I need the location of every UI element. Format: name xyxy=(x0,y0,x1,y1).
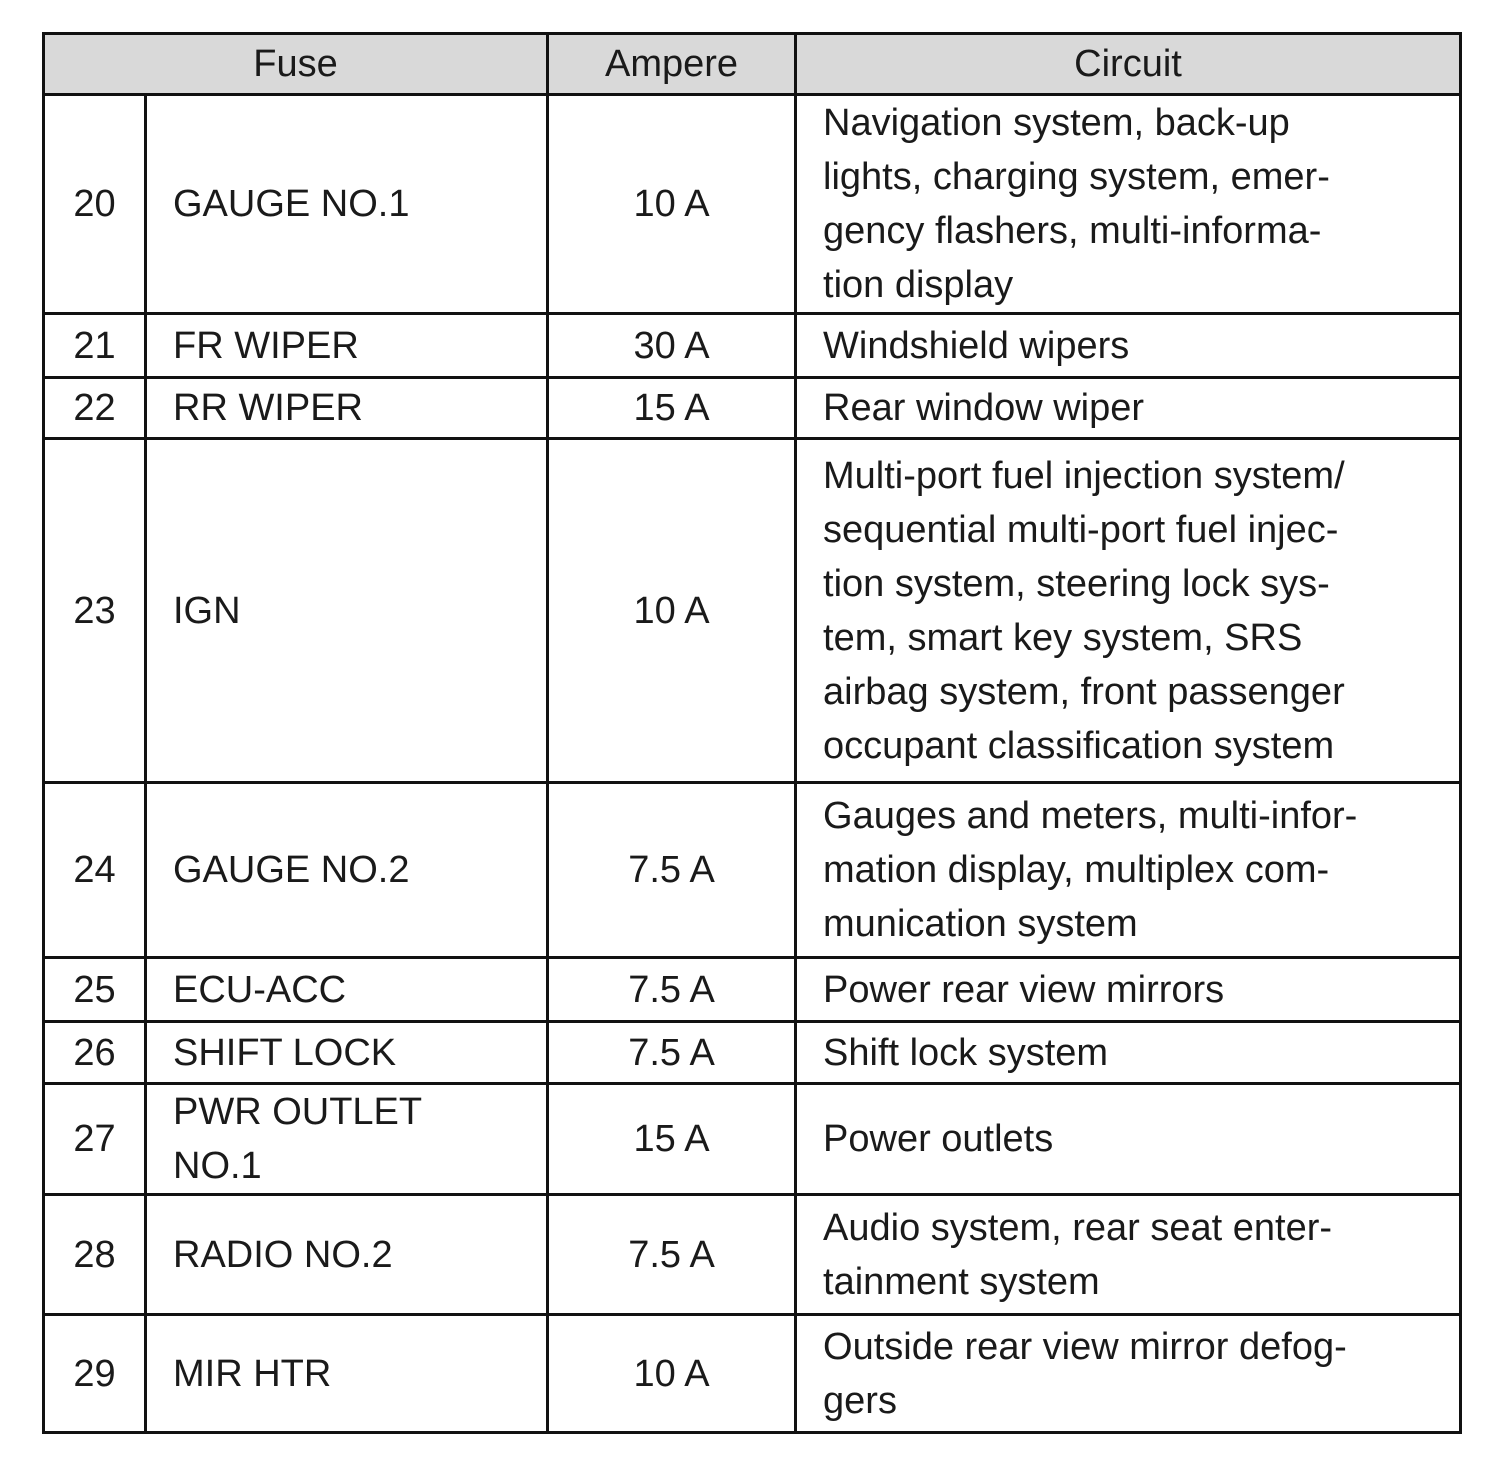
table-row xyxy=(44,439,1461,783)
fuse-name-line: GAUGE NO.1 xyxy=(173,183,410,225)
fuse-ampere: 7.5 A xyxy=(548,1195,796,1315)
circuit-line: lights, charging system, emer- xyxy=(823,156,1330,198)
circuit-line: Gauges and meters, multi-infor- xyxy=(823,795,1358,837)
fuse-number: 27 xyxy=(44,1084,146,1195)
fuse-circuit xyxy=(796,314,1461,378)
table-row xyxy=(44,1022,1461,1084)
fuse-ampere: 10 A xyxy=(548,1315,796,1433)
fuse-circuit xyxy=(796,958,1461,1022)
fuse-name xyxy=(146,95,548,314)
fuse-name-line: PWR OUTLET xyxy=(173,1091,423,1133)
fuse-ampere: 7.5 A xyxy=(548,1022,796,1084)
fuse-number: 22 xyxy=(44,378,146,439)
table-row xyxy=(44,958,1461,1022)
circuit-line: occupant classification system xyxy=(823,724,1335,767)
fuse-table-body xyxy=(44,95,1461,1433)
fuse-ampere: 15 A xyxy=(548,1084,796,1195)
table-row xyxy=(44,783,1461,958)
fuse-name-line: RR WIPER xyxy=(173,387,363,429)
fuse-name-line: RADIO NO.2 xyxy=(173,1233,393,1276)
circuit-line: sequential multi-port fuel injec- xyxy=(823,508,1339,551)
fuse-ampere: 7.5 A xyxy=(548,783,796,958)
fuse-ampere: 30 A xyxy=(548,314,796,378)
fuse-table xyxy=(42,32,1462,1434)
fuse-circuit xyxy=(796,1195,1461,1315)
circuit-line: Audio system, rear seat enter- xyxy=(823,1206,1333,1249)
fuse-circuit xyxy=(796,1084,1461,1195)
circuit-line: gency flashers, multi-informa- xyxy=(823,210,1322,252)
circuit-line: tainment system xyxy=(823,1260,1100,1303)
fuse-name-line: NO.1 xyxy=(173,1145,262,1187)
fuse-number: 20 xyxy=(44,95,146,314)
circuit-line: Multi-port fuel injection system/ xyxy=(823,454,1345,497)
header-circuit: Circuit xyxy=(796,34,1461,95)
fuse-number: 24 xyxy=(44,783,146,958)
table-row xyxy=(44,95,1461,314)
fuse-circuit xyxy=(796,378,1461,439)
fuse-name-line: ECU-ACC xyxy=(173,968,347,1011)
fuse-ampere: 10 A xyxy=(548,95,796,314)
header-ampere: Ampere xyxy=(548,34,796,95)
circuit-line: tem, smart key system, SRS xyxy=(823,616,1303,659)
fuse-name xyxy=(146,1084,548,1195)
fuse-name xyxy=(146,958,548,1022)
circuit-line: Windshield wipers xyxy=(823,324,1130,367)
fuse-ampere: 7.5 A xyxy=(548,958,796,1022)
fuse-number: 25 xyxy=(44,958,146,1022)
table-row xyxy=(44,1084,1461,1195)
fuse-name xyxy=(146,1195,548,1315)
fuse-name-line: SHIFT LOCK xyxy=(173,1031,397,1074)
circuit-line: munication system xyxy=(823,903,1138,945)
circuit-line: Power outlets xyxy=(823,1118,1054,1160)
fuse-ampere: 15 A xyxy=(548,378,796,439)
circuit-line: mation display, multiplex com- xyxy=(823,849,1330,891)
fuse-name-line: GAUGE NO.2 xyxy=(173,849,410,891)
circuit-line: tion system, steering lock sys- xyxy=(823,562,1330,605)
circuit-line: airbag system, front passenger xyxy=(823,670,1345,713)
fuse-circuit xyxy=(796,783,1461,958)
fuse-name xyxy=(146,314,548,378)
fuse-name xyxy=(146,1022,548,1084)
header-row xyxy=(44,34,1461,95)
fuse-name xyxy=(146,439,548,783)
table-row xyxy=(44,1315,1461,1433)
fuse-number: 29 xyxy=(44,1315,146,1433)
fuse-name-line: IGN xyxy=(173,589,241,632)
fuse-name xyxy=(146,1315,548,1433)
table-row xyxy=(44,378,1461,439)
circuit-line: gers xyxy=(823,1379,897,1422)
fuse-circuit xyxy=(796,439,1461,783)
fuse-circuit xyxy=(796,1022,1461,1084)
fuse-name-line: MIR HTR xyxy=(173,1352,332,1395)
fuse-name xyxy=(146,378,548,439)
circuit-line: Shift lock system xyxy=(823,1031,1109,1074)
header-fuse: Fuse xyxy=(44,34,548,95)
circuit-line: Outside rear view mirror defog- xyxy=(823,1325,1347,1368)
fuse-ampere: 10 A xyxy=(548,439,796,783)
fuse-name xyxy=(146,783,548,958)
fuse-name-line: FR WIPER xyxy=(173,324,359,367)
fuse-number: 28 xyxy=(44,1195,146,1315)
table-row xyxy=(44,314,1461,378)
fuse-number: 26 xyxy=(44,1022,146,1084)
circuit-line: Navigation system, back-up xyxy=(823,102,1290,144)
fuse-circuit xyxy=(796,1315,1461,1433)
circuit-line: tion display xyxy=(823,264,1014,306)
fuse-number: 21 xyxy=(44,314,146,378)
circuit-line: Power rear view mirrors xyxy=(823,968,1225,1011)
table-row xyxy=(44,1195,1461,1315)
circuit-line: Rear window wiper xyxy=(823,387,1145,429)
fuse-circuit xyxy=(796,95,1461,314)
fuse-number: 23 xyxy=(44,439,146,783)
